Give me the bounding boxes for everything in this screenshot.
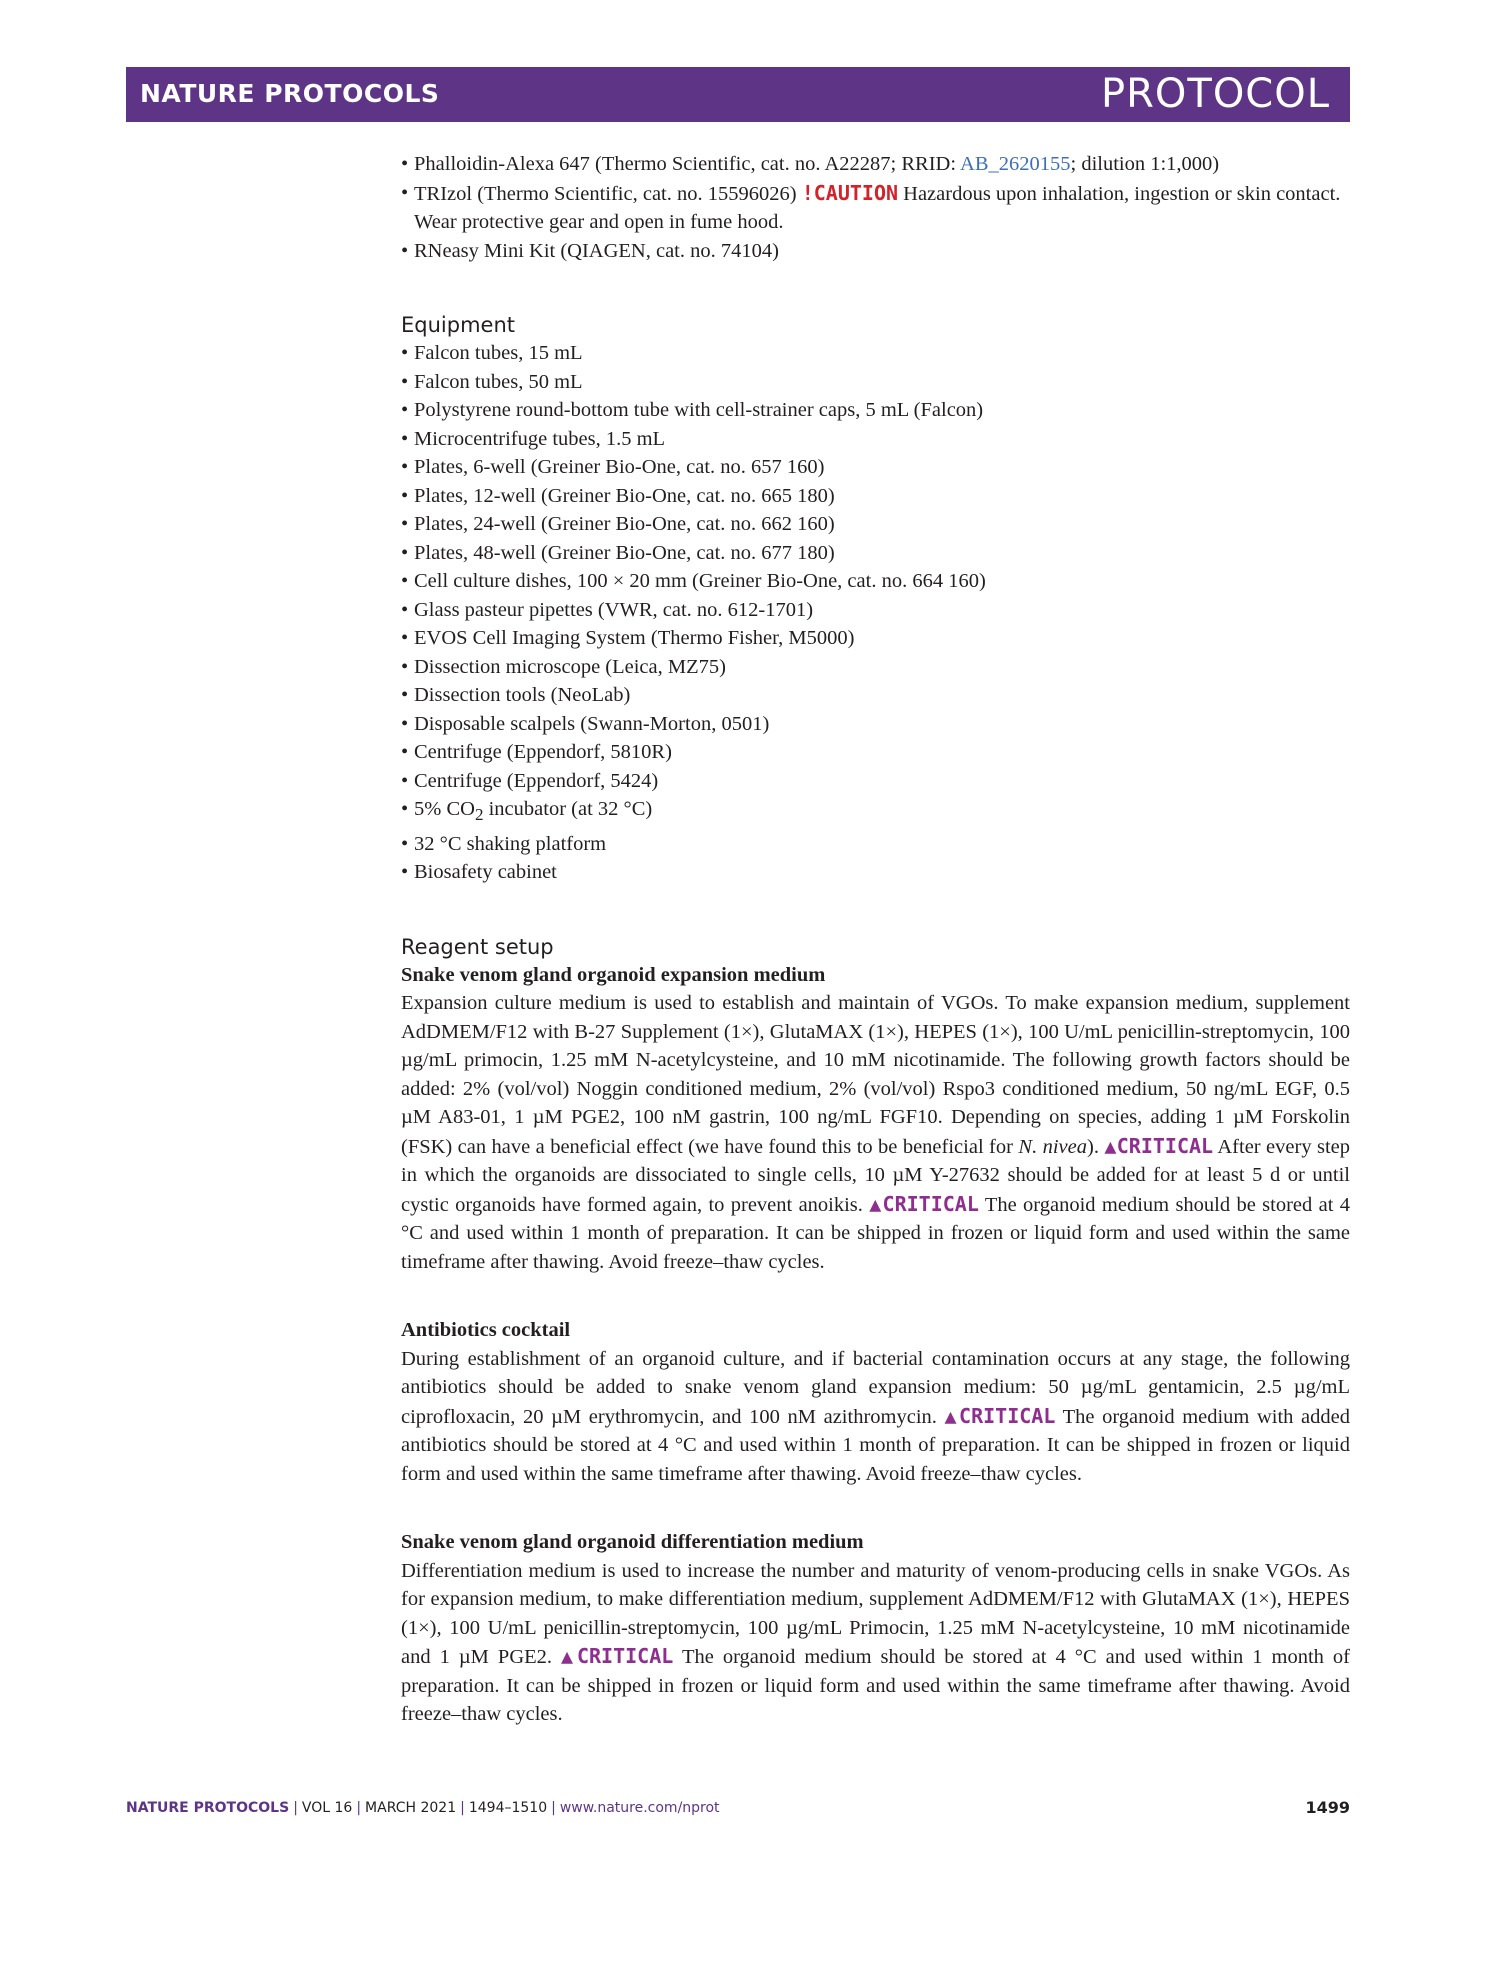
antibiotics-text: During establishment of an organoid culture, and if bacterial contamination occurs at any stage, the following antibiotics should be added to snake venom gland expansion medium: 50 µg/mL gentamicin, 2.5 µg/mL ciprofloxacin, 20 µM erythromycin, and 100 nM azithromycin. ▲CRITICAL The organoid medium with added antibiotics should be stored at 4 °C and used within 1 month of preparation. It can be shipped in frozen or liquid form and used within the same timeframe after thawing. Avoid freeze–thaw cycles. — [401, 1347, 1350, 1485]
list-item: • Falcon tubes, 50 mL — [401, 368, 1350, 397]
differentiation-medium-title: Snake venom gland organoid differentiation medium — [401, 1531, 864, 1554]
page-footer: NATURE PROTOCOLS | VOL 16 | MARCH 2021 | 1494–1510 | www.nature.com/nprot 1499 — [126, 1798, 1350, 1817]
list-item: • Plates, 12-well (Greiner Bio-One, cat. no. 665 180) — [401, 482, 1350, 511]
footer-date: MARCH 2021 — [365, 1800, 457, 1816]
footer-url[interactable]: www.nature.com/nprot — [559, 1800, 720, 1816]
expansion-medium-text: Expansion culture medium is used to establish and maintain of VGOs. To make expansion medium, supplement AdDMEM/F12 with B-27 Supplement (1×), GlutaMAX (1×), HEPES (1×), 100 U/mL penicillin-streptomycin, 100 µg/mL primocin, 1.25 mM N-acetylcysteine, and 10 mM nicotinamide. The following growth factors should be added: 2% (vol/vol) Noggin conditioned medium, 2% (vol/vol) Rspo3 conditioned medium, 50 ng/mL EGF, 0.5 µM A83-01, 1 µM PGE2, 100 nM gastrin, 100 ng/mL FGF10. Depending on species, adding 1 µM Forskolin (FSK) can have a beneficial effect (we have found this to be beneficial for N. nivea). ▲CRITICAL After every step in which the organoids are dissociated to single cells, 10 µM Y-27632 should be added for at least 5 d or until cystic organoids have formed again, to prevent anoikis. ▲CRITICAL The organoid medium should be stored at 4 °C and used within 1 month of preparation. It can be shipped in frozen or liquid form and used within the same timeframe after thawing. Avoid freeze–thaw cycles. — [401, 992, 1351, 1273]
page-content — [401, 150, 1350, 1729]
critical-label: ▲CRITICAL — [869, 1191, 979, 1216]
list-item: • 5% $CO_2$ incubator (at 32 °C) — [401, 795, 1350, 830]
expansion-medium-title: Snake venom gland organoid expansion medium — [401, 963, 826, 986]
journal-name: NATURE PROTOCOLS — [140, 79, 440, 108]
list-item: • Phalloidin-Alexa 647 (Thermo Scientific, cat. no. A22287; RRID: AB_2620155; dilution 1:1,000) — [401, 150, 1350, 179]
reagent-setup-heading: Reagent setup — [401, 934, 554, 959]
list-item: • Dissection microscope (Leica, MZ75) — [401, 653, 1350, 682]
rrid-link[interactable]: AB_2620155 — [960, 153, 1071, 175]
list-item: • Polystyrene round-bottom tube with cell-strainer caps, 5 mL (Falcon) — [401, 396, 1350, 425]
journal-banner — [126, 67, 1350, 122]
list-item: • TRIzol (Thermo Scientific, cat. no. 15596026) !CAUTION Hazardous upon inhalation, ingestion or skin contact. Wear protective gear and open in fume hood. — [401, 179, 1350, 237]
footer-pages: 1494–1510 — [468, 1800, 548, 1816]
list-item: • Biosafety cabinet — [401, 858, 1350, 887]
critical-label: ▲CRITICAL — [1104, 1133, 1214, 1158]
antibiotics-title: Antibiotics cocktail — [401, 1319, 571, 1342]
list-item: • Cell culture dishes, 100 × 20 mm (Greiner Bio-One, cat. no. 664 160) — [401, 567, 1350, 596]
list-item: • Falcon tubes, 15 mL — [401, 339, 1350, 368]
list-item: • Centrifuge (Eppendorf, 5810R) — [401, 738, 1350, 767]
caution-label: !CAUTION — [801, 180, 899, 205]
list-item: • Microcentrifuge tubes, 1.5 mL — [401, 425, 1350, 454]
list-item: • Plates, 6-well (Greiner Bio-One, cat. no. 657 160) — [401, 453, 1350, 482]
list-item: • Centrifuge (Eppendorf, 5424) — [401, 767, 1350, 796]
list-item: • Disposable scalpels (Swann-Morton, 0501) — [401, 710, 1350, 739]
equipment-heading: Equipment — [401, 313, 515, 337]
list-item: • Plates, 48-well (Greiner Bio-One, cat. no. 677 180) — [401, 539, 1350, 568]
list-item: • 32 °C shaking platform — [401, 830, 1350, 859]
critical-label: ▲CRITICAL — [561, 1644, 674, 1669]
page-number: 1499 — [1305, 1798, 1350, 1817]
article-type: PROTOCOL — [1100, 71, 1330, 117]
footer-volume: VOL 16 — [301, 1800, 353, 1816]
critical-label: ▲CRITICAL — [944, 1403, 1056, 1428]
differentiation-medium-text: Differentiation medium is used to increase the number and maturity of venom-producing cells in snake VGOs. As for expansion medium, to make differentiation medium, supplement AdDMEM/F12 with GlutaMAX (1×), HEPES (1×), 100 U/mL penicillin-streptomycin, 100 µg/mL Primocin, 1.25 mM N-acetylcysteine, 10 mM nicotinamide and 1 µM PGE2. ▲CRITICAL The organoid medium should be stored at 4 °C and used within 1 month of preparation. It can be shipped in frozen or liquid form and used within the same timeframe after thawing. Avoid freeze–thaw cycles. — [401, 1559, 1350, 1726]
reagents-list-continued — [401, 150, 1350, 265]
list-item: • Plates, 24-well (Greiner Bio-One, cat. no. 662 160) — [401, 510, 1350, 539]
list-item: • RNeasy Mini Kit (QIAGEN, cat. no. 74104) — [401, 237, 1350, 266]
list-item: • EVOS Cell Imaging System (Thermo Fisher, M5000) — [401, 624, 1350, 653]
footer-journal: NATURE PROTOCOLS — [126, 1800, 290, 1816]
equipment-list — [401, 339, 1350, 887]
list-item: • Glass pasteur pipettes (VWR, cat. no. 612-1701) — [401, 596, 1350, 625]
list-item: • Dissection tools (NeoLab) — [401, 681, 1350, 710]
